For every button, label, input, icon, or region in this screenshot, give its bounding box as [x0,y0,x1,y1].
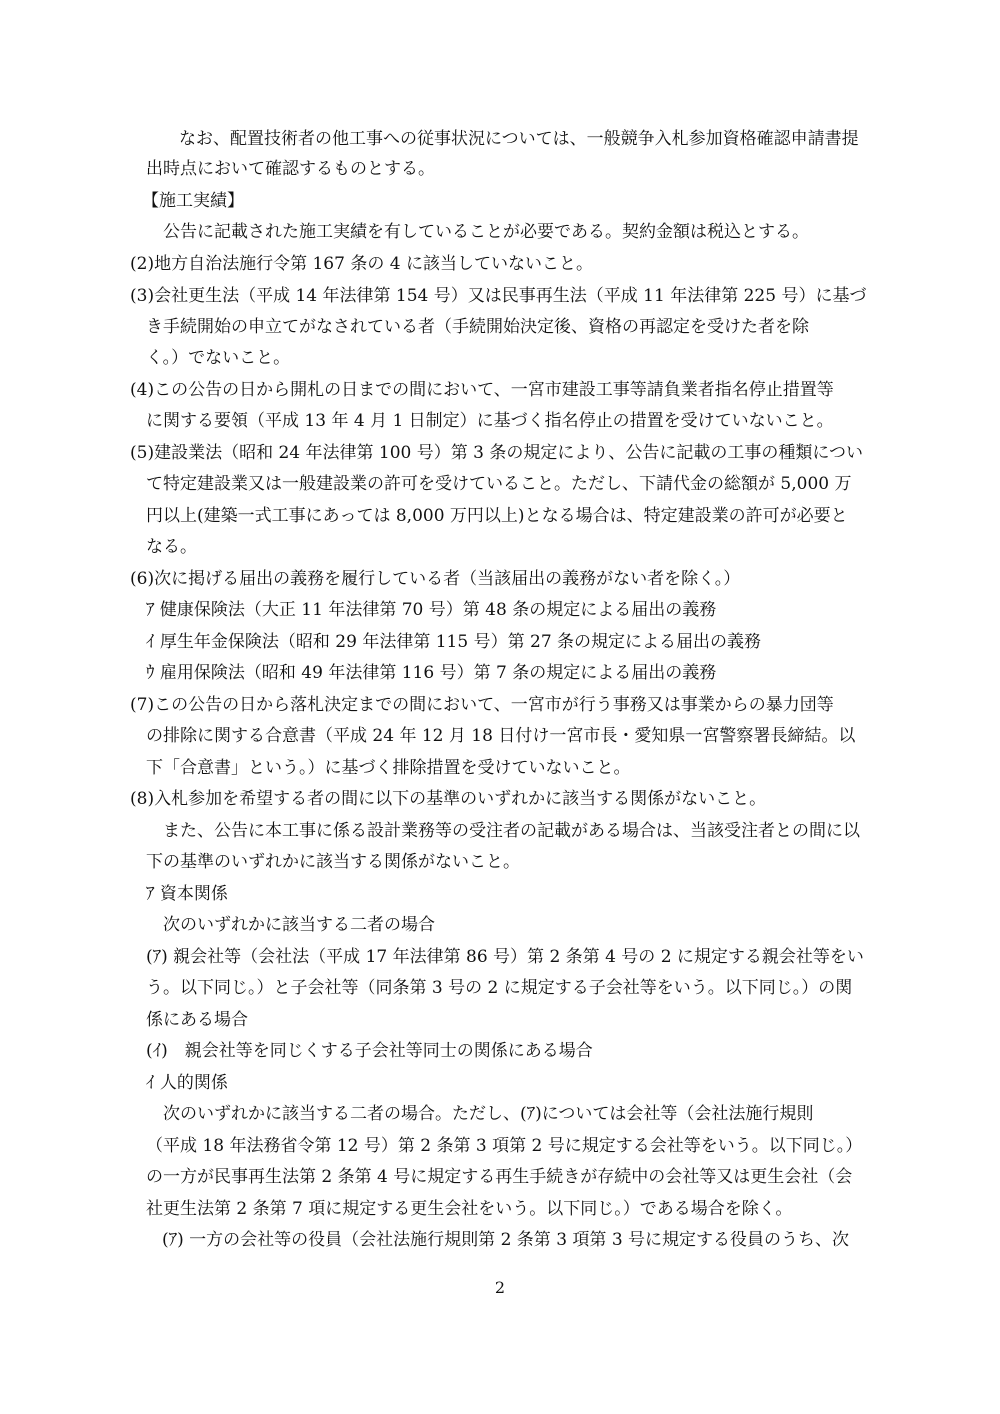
list-item: (4)この公告の日から開札の日までの間において、一宮市建設工事等請負業者指名停止措置等 [130,380,834,400]
list-item: (3)会社更生法（平成 14 年法律第 154 号）又は民事再生法（平成 11 年法律第 225 号）に基づ [130,286,867,306]
sub-item: ｳ 雇用保険法（昭和 49 年法律第 116 号）第 7 条の規定による届出の義務 [146,663,717,683]
text-line: また、公告に本工事に係る設計業務等の受注者の記載がある場合は、当該受注者との間に以 [146,821,860,841]
text-line: 次のいずれかに該当する二者の場合 [146,915,435,935]
sub-item: ｲ 人的関係 [146,1073,228,1093]
text-line: の排除に関する合意書（平成 24 年 12 月 18 日付け一宮市長・愛知県一宮警察署長締結。以 [146,726,856,746]
text-line: に関する要領（平成 13 年 4 月 1 日制定）に基づく指名停止の措置を受けていないこと。 [146,411,834,431]
page-number: 2 [494,1278,506,1297]
text-line: き手続開始の申立てがなされている者（手続開始決定後、資格の再認定を受けた者を除 [146,317,809,337]
text-line: 円以上(建築一式工事にあっては 8,000 万円以上)となる場合は、特定建設業の許可が必要と [146,506,848,526]
text-line: 出時点において確認するものとする。 [146,159,435,179]
text-line: う。以下同じ。）と子会社等（同条第 3 号の 2 に規定する子会社等をいう。以下同じ。）の関 [146,978,853,998]
text-line: 社更生法第 2 条第 7 項に規定する更生会社をいう。以下同じ。）である場合を除く。 [146,1199,793,1219]
section-heading: 【施工実績】 [142,191,244,211]
list-item: (8)入札参加を希望する者の間に以下の基準のいずれかに該当する関係がないこと。 [130,789,767,809]
text-line: て特定建設業又は一般建設業の許可を受けていること。ただし、下請代金の総額が 5,000 万 [146,474,852,494]
text-line: （平成 18 年法務省令第 12 号）第 2 条第 3 項第 2 号に規定する会社等をいう。以下同じ。） [146,1136,863,1156]
text-line: の一方が民事再生法第 2 条第 4 号に規定する再生手続きが存続中の会社等又は更生会社（会 [146,1167,853,1187]
text-line: く。）でないこと。 [146,348,291,368]
text-line: 公告に記載された施工実績を有していることが必要である。契約金額は税込とする。 [146,222,809,242]
text-line: 係にある場合 [146,1010,248,1030]
sub-item: ｱ 健康保険法（大正 11 年法律第 70 号）第 48 条の規定による届出の義務 [146,600,717,620]
sub-item: ｲ 厚生年金保険法（昭和 29 年法律第 115 号）第 27 条の規定による届出の義務 [146,632,762,652]
list-item: (7)この公告の日から落札決定までの間において、一宮市が行う事務又は事業からの暴力団等 [130,695,834,715]
sub-item: ｱ 資本関係 [146,884,228,904]
list-item: (2)地方自治法施行令第 167 条の 4 に該当していないこと。 [130,254,593,274]
text-line: 下「合意書」という。）に基づく排除措置を受けていないこと。 [146,758,631,778]
list-item: (6)次に掲げる届出の義務を履行している者（当該届出の義務がない者を除く。） [130,569,741,589]
list-item: (5)建設業法（昭和 24 年法律第 100 号）第 3 条の規定により、公告に記載の工事の種類につい [130,443,864,463]
text-line: なお、配置技術者の他工事への従事状況については、一般競争入札参加資格確認申請書提 [162,129,859,149]
text-line: 下の基準のいずれかに該当する関係がないこと。 [146,852,520,872]
sub-sub-item: (ｱ) 親会社等（会社法（平成 17 年法律第 86 号）第 2 条第 4 号の 2 に規定する親会社等をい [146,947,864,967]
text-line: 次のいずれかに該当する二者の場合。ただし、(ｱ)については会社等（会社法施行規則 [146,1104,814,1124]
sub-sub-item: (ｲ) 親会社等を同じくする子会社等同士の関係にある場合 [146,1041,593,1061]
text-line: なる。 [146,537,197,557]
sub-sub-item: (ｱ) 一方の会社等の役員（会社法施行規則第 2 条第 3 項第 3 号に規定する役員のうち、次 [162,1230,850,1250]
